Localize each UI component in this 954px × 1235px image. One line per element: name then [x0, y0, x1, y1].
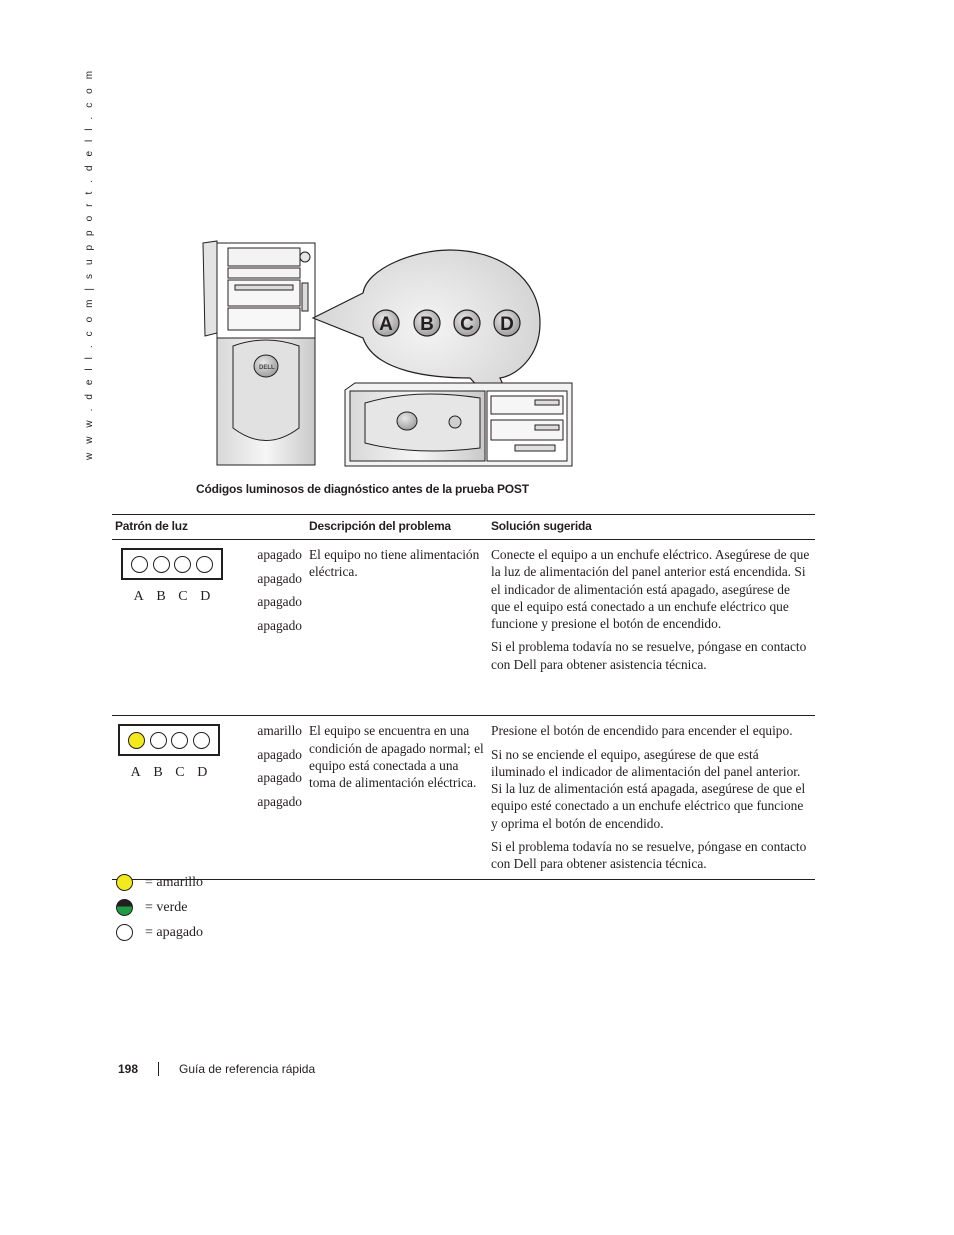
diagnostic-table [112, 514, 815, 880]
legend-item: = amarillo [116, 870, 203, 895]
lamp-d-icon [193, 732, 210, 749]
table-row [112, 540, 815, 716]
figure-caption: Códigos luminosos de diagnóstico antes de la prueba POST [196, 482, 529, 496]
lamp-letters: A B C D [130, 765, 208, 781]
light-pattern [121, 548, 223, 580]
footer-separator [158, 1062, 159, 1076]
green-lamp-icon [116, 899, 133, 916]
yellow-lamp-icon [116, 874, 133, 891]
legend-item: = apagado [116, 920, 203, 945]
callout-letter-a: A [379, 314, 393, 335]
light-pattern [118, 724, 220, 756]
problem-description: El equipo se encuentra en una condición de apagado normal; el equipo está conectada a una toma de alimentación eléctrica. [306, 716, 488, 879]
lamp-d-icon [196, 556, 213, 573]
desktop-computer [345, 383, 572, 466]
lamp-c-icon [174, 556, 191, 573]
lamp-c-icon [171, 732, 188, 749]
light-pattern-cell [112, 540, 306, 716]
lamp-letters: A B C D [133, 589, 211, 604]
lamp-b-icon [150, 732, 167, 749]
header-solution: Solución sugerida [488, 515, 815, 540]
document-title: Guía de referencia rápida [179, 1062, 316, 1076]
page-footer [118, 1062, 315, 1076]
off-lamp-icon [116, 924, 133, 941]
lamp-b-icon [153, 556, 170, 573]
suggested-solution: Presione el botón de encendido para encender el equipo. Si no se enciende el equipo, asegúrese de que está iluminado el indicador de alimentación del panel anterior. Si la luz de alimentación está apagada, asegúrese de que el equipo esté conectado a un enchufe eléctrico que funcione y oprima el botón de encendido. Si el problema todavía no se resuelve, póngase en contacto con Dell para obtener asistencia técnica. [488, 716, 815, 879]
legend-item: = verde [116, 895, 203, 920]
header-description: Descripción del problema [306, 515, 488, 540]
computer-illustration [195, 238, 580, 470]
color-legend [116, 870, 203, 945]
callout-letter-d: D [500, 314, 514, 335]
side-url: w w w . d e l l . c o m | s u p p o r t . d e l l . c o m [84, 67, 95, 460]
lamp-a-icon [128, 732, 145, 749]
callout-letter-b: B [420, 314, 434, 335]
lamp-states: apagado apagado apagado apagado [257, 547, 302, 633]
suggested-solution: Conecte el equipo a un enchufe eléctrico. Asegúrese de que la luz de alimentación del panel anterior está encendida. Si el indicador de alimentación está apagado, asegúrese de que el equipo está conectado a un enchufe eléctrico que funcione y presione el botón de encendido. Si el problema todavía no se resuelve, póngase en contacto con Dell para obtener asistencia técnica. [488, 540, 815, 716]
light-pattern-cell [112, 716, 306, 879]
page-number: 198 [118, 1062, 139, 1076]
callout-letter-c: C [460, 314, 474, 335]
lamp-states: amarillo apagado apagado apagado [257, 723, 302, 809]
header-pattern: Patrón de luz [112, 515, 306, 540]
svg-text:DELL: DELL [259, 365, 275, 371]
lamp-a-icon [131, 556, 148, 573]
table-row [112, 716, 815, 879]
tower-computer [203, 241, 315, 465]
problem-description: El equipo no tiene alimentación eléctrica. [306, 540, 488, 716]
